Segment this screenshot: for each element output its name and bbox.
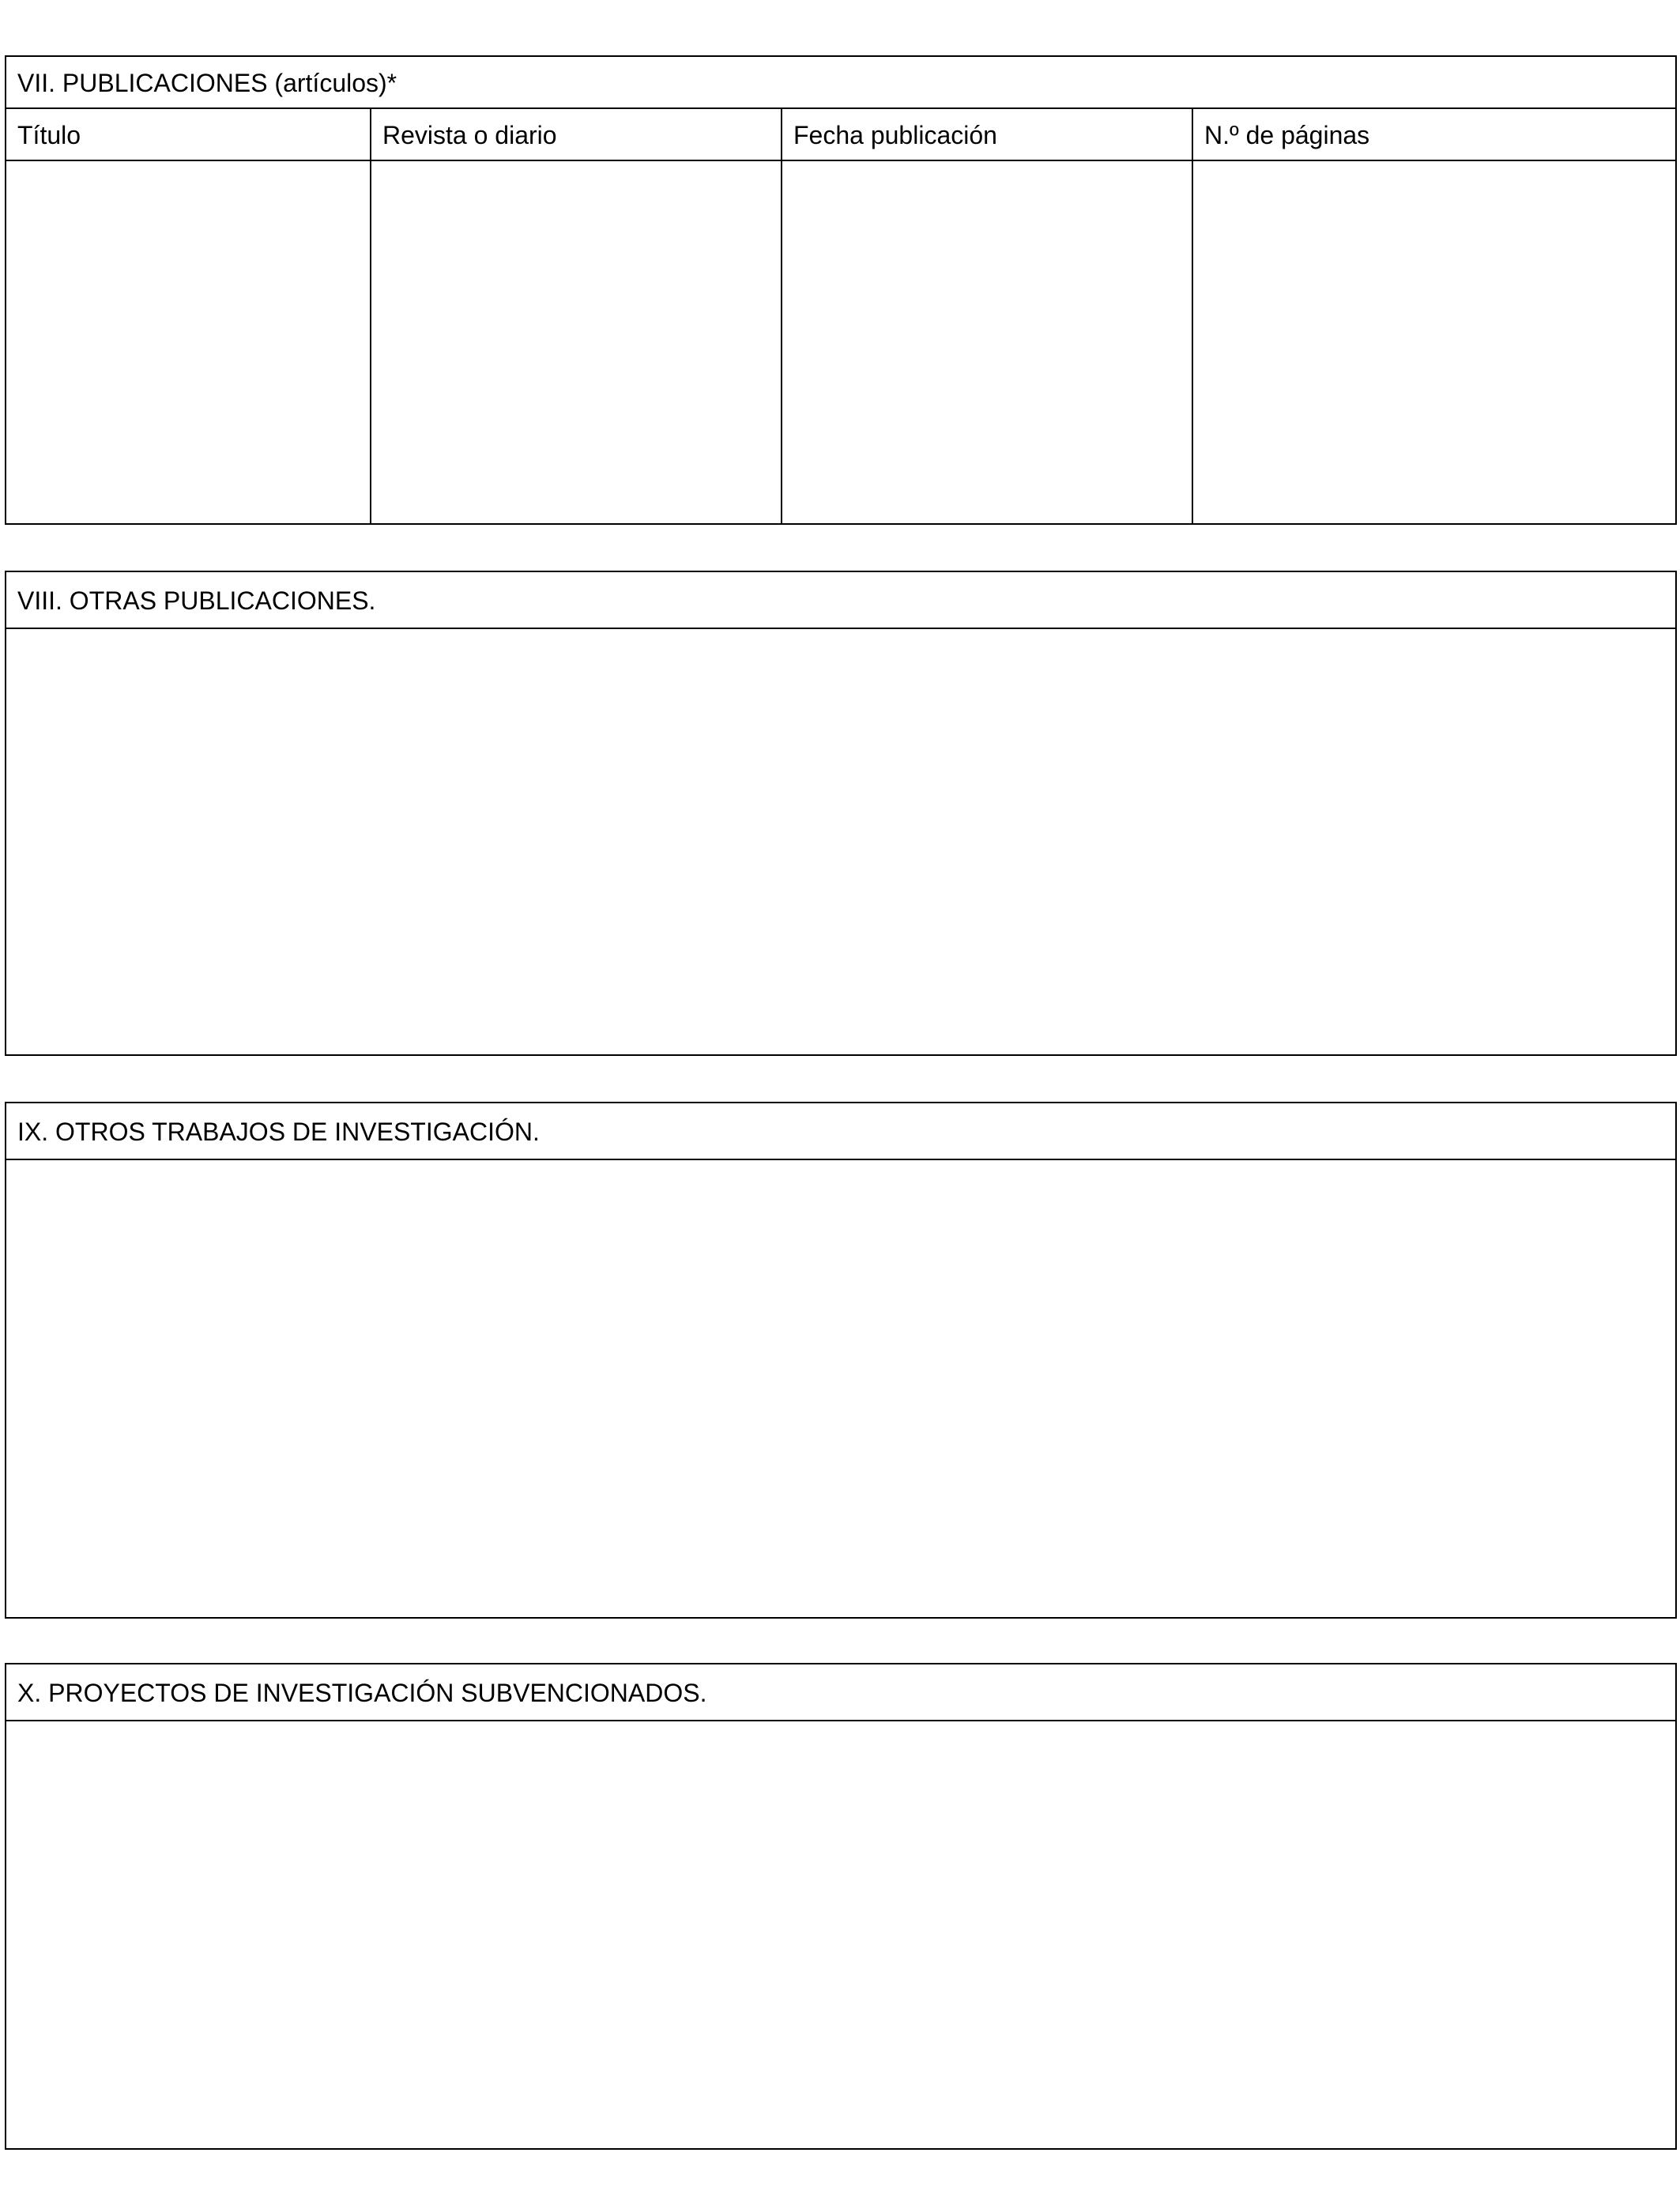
titulo-field[interactable] bbox=[6, 161, 371, 525]
section-title: VIII. OTRAS PUBLICACIONES. bbox=[6, 572, 1675, 629]
fecha-field[interactable] bbox=[782, 161, 1193, 525]
section-otros-trabajos bbox=[5, 1102, 1677, 1619]
column-header-revista: Revista o diario bbox=[371, 109, 782, 161]
column-header-titulo: Título bbox=[6, 109, 371, 161]
section-title: IX. OTROS TRABAJOS DE INVESTIGACIÓN. bbox=[6, 1103, 1675, 1160]
paginas-field[interactable] bbox=[1193, 161, 1675, 525]
section-title: VII. PUBLICACIONES (artículos)* bbox=[6, 57, 1675, 109]
otros-trabajos-field[interactable] bbox=[6, 1160, 1675, 1617]
section-otras-publicaciones bbox=[5, 571, 1677, 1056]
publicaciones-table bbox=[6, 109, 1675, 525]
column-header-fecha: Fecha publicación bbox=[782, 109, 1193, 161]
column-header-paginas: N.º de páginas bbox=[1193, 109, 1675, 161]
section-publicaciones bbox=[5, 55, 1677, 525]
proyectos-field[interactable] bbox=[6, 1721, 1675, 2148]
section-proyectos bbox=[5, 1663, 1677, 2150]
otras-publicaciones-field[interactable] bbox=[6, 629, 1675, 1054]
section-title: X. PROYECTOS DE INVESTIGACIÓN SUBVENCIONADOS. bbox=[6, 1664, 1675, 1721]
revista-field[interactable] bbox=[371, 161, 782, 525]
